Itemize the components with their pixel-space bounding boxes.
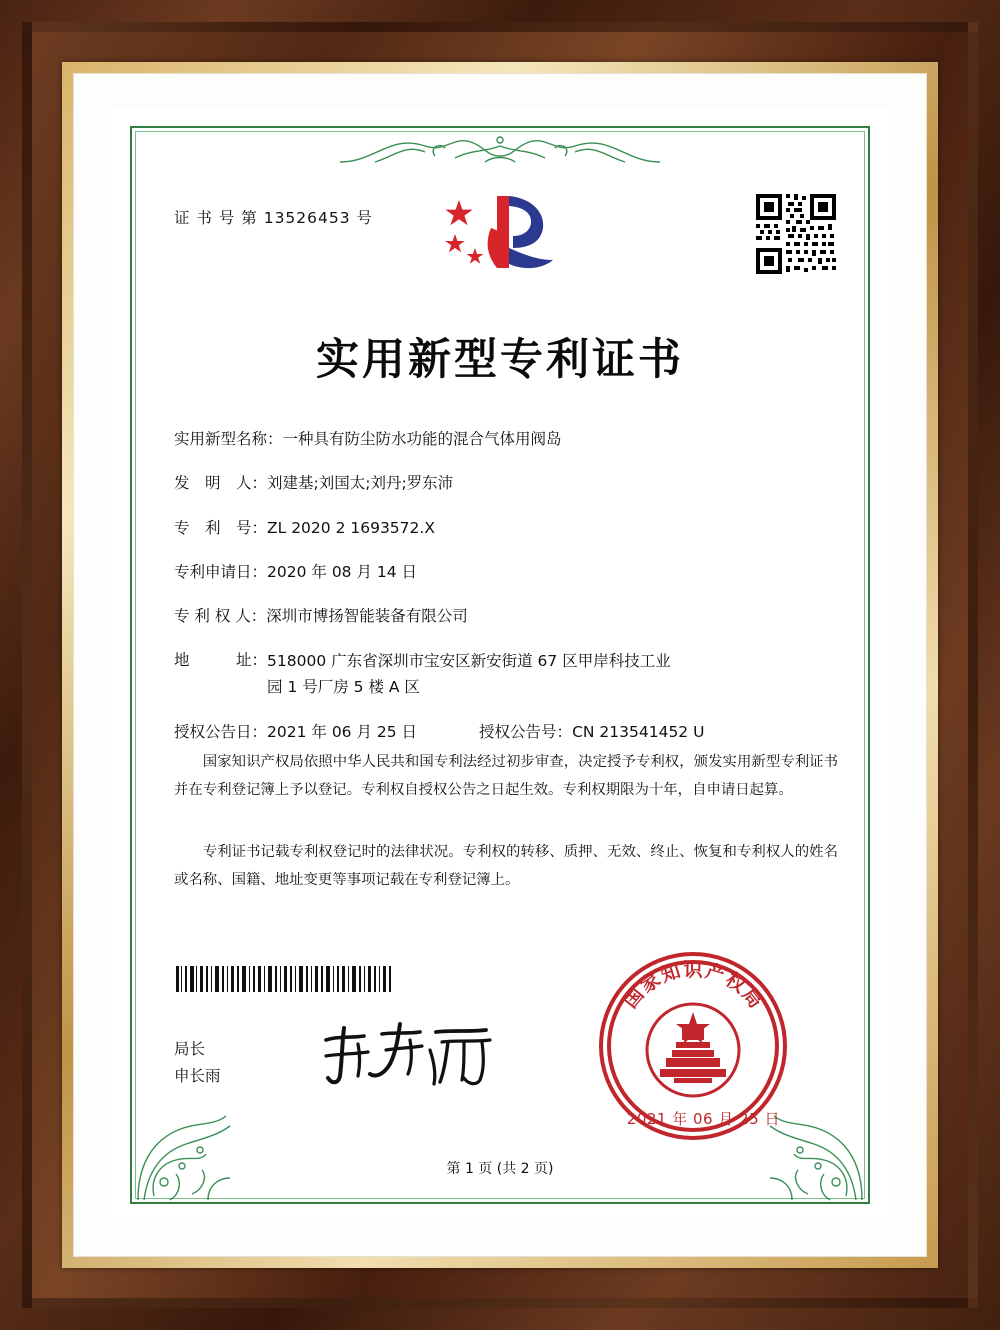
legal-paragraph-2	[174, 838, 838, 894]
svg-text:知: 知	[658, 960, 684, 987]
grant-number-value: CN 213541452 U	[572, 723, 705, 742]
field-row-name	[174, 428, 838, 451]
handwritten-signature-icon	[312, 1020, 512, 1090]
field-row-application-date	[174, 561, 838, 584]
legal-paragraph-1	[174, 748, 838, 804]
field-row-patentee	[174, 605, 838, 628]
field-label: 专利申请日：	[174, 562, 268, 581]
field-label: 专 利 权 人：	[174, 607, 267, 625]
field-row-address	[174, 649, 838, 700]
field-label: 实用新型名称：	[174, 430, 283, 448]
field-value: 一种具有防尘防水功能的混合气体用阀岛	[282, 430, 562, 448]
grant-number-label: 授权公告号：	[479, 723, 573, 742]
svg-text:国: 国	[619, 983, 649, 1013]
page-title: 实用新型专利证书	[316, 335, 684, 385]
svg-text:识: 识	[683, 959, 703, 981]
svg-text:局: 局	[737, 983, 767, 1013]
certificate-paper	[112, 108, 888, 1222]
svg-text:权: 权	[721, 968, 750, 998]
field-row-patent-number	[174, 517, 838, 540]
seal-date: 2021 年 06 月 25 日	[626, 1110, 780, 1128]
field-label: 地 址：	[174, 651, 268, 670]
legal-paragraph-2-text: 专利证书记载专利权登记时的法律状况。专利权的转移、质押、无效、终止、恢复和专利权人的姓名或名称、国籍、地址变更等事项记载在专利登记簿上。	[174, 844, 838, 889]
cnipa-logo-icon	[435, 186, 565, 276]
barcode-icon	[174, 966, 394, 992]
director-name: 申长雨	[174, 1067, 221, 1086]
field-value: 刘建基;刘国太;刘丹;罗东沛	[267, 474, 454, 493]
certificate-fields	[174, 428, 838, 759]
certificate-number: 证 书 号 第 13526453 号	[174, 209, 374, 227]
director-label: 局长	[174, 1040, 206, 1058]
address-line-1: 518000 广东省深圳市宝安区新安街道 67 区甲岸科技工业	[267, 652, 671, 671]
director-block	[174, 1036, 221, 1090]
field-value: 2020 年 08 月 14 日	[267, 562, 418, 581]
grant-date-label: 授权公告日：	[174, 723, 268, 742]
field-value: ZL 2020 2 1693572.X	[267, 518, 435, 537]
svg-text:产: 产	[702, 960, 728, 987]
field-row-grant	[174, 721, 838, 744]
field-row-inventors	[174, 472, 838, 495]
legal-paragraph-1-text: 国家知识产权局依照中华人民共和国专利法经过初步审查，决定授予专利权，颁发实用新型专利证书并在专利登记簿上予以登记。专利权自授权公告之日起生效。专利权期限为十年，自申请日起算。	[174, 754, 838, 799]
field-value-address	[267, 649, 838, 700]
qr-code-icon	[754, 192, 838, 276]
field-value: 深圳市博扬智能装备有限公司	[266, 607, 468, 625]
field-label: 专 利 号：	[174, 518, 268, 537]
svg-text:家: 家	[636, 968, 665, 998]
page-indicator: 第 1 页 (共 2 页)	[446, 1161, 554, 1177]
address-line-2: 园 1 号厂房 5 楼 A 区	[267, 677, 420, 696]
field-label: 发 明 人：	[174, 474, 268, 493]
certificate-content	[112, 108, 888, 1222]
grant-date-value: 2021 年 06 月 25 日	[267, 723, 418, 742]
